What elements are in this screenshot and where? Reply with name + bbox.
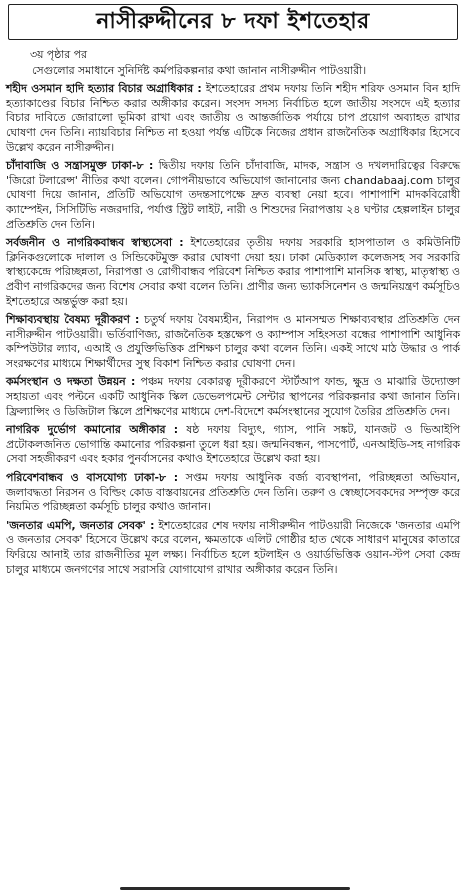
section-heading-5: কর্মসংস্থান ও দক্ষতা উন্নয়ন : xyxy=(6,375,136,389)
section-body-4: চতুর্থ দফায় বৈষম্যহীন, নিরাপদ ও মানসম্মত শিক্ষাব্যবস্থার প্রতিশ্রুতি দেন নাসীরুদ্দীন পাটওয়ারী। ভর্তিবাণিজ্য, রাজনৈতিক হস্তক্ষেপ ও ক্যাম্পাস সহিংসতা বন্ধের পাশাপাশি আধুনিক কম্পিউটার ল্যাব, এআই ও প্রযুক্তিভিত্তিক প্রশিক্ষণ চালুর কথা বলেন তিনি। একই সাথে মাঠ উদ্ধার ও পার্ক সংরক্ষণের মাধ্যমে শিক্ষার্থীদের সুস্থ বিকাশ নিশ্চিত করার ঘোষণা দেন। xyxy=(6,313,460,370)
section-heading-2: চাঁদাবাজি ও সন্ত্রাসমুক্ত ঢাকা-৮ : xyxy=(6,159,154,173)
section-heading-8: 'জনতার এমপি, জনতার সেবক' : xyxy=(6,518,155,532)
cropped-text-fragment xyxy=(120,887,350,890)
section-paragraph-4 xyxy=(6,313,460,371)
article-body xyxy=(6,48,460,581)
section-heading-4: শিক্ষাব্যবস্থায় বৈষম্য দূরীকরণ : xyxy=(6,313,140,327)
section-body-5: পঞ্চম দফায় বেকারত্ব দূরীকরণে স্টার্টআপ ফান্ড, ক্ষুদ্র ও মাঝারি উদ্যোক্তা সহায়তা এবং পল্টনে একটি আধুনিক স্কিল ডেভেলপমেন্ট সেন্টার স্থাপনের পরিকল্পনার কথা জানান তিনি। ফ্রিল্যান্সিং ও ডিজিটাল স্কিলে প্রশিক্ষণের মাধ্যমে দেশ-বিদেশে কর্মসংস্থানের সুযোগ তৈরির প্রতিশ্রুতি দেন। xyxy=(6,375,460,418)
section-body-8: ইশতেহারের শেষ দফায় নাসীরুদ্দীন পাটওয়ারী নিজেকে 'জনতার এমপি ও জনতার সেবক' হিসেবে উল্লেখ করে বলেন, ক্ষমতাকে এলিট গোষ্ঠীর হাত থেকে সাধারণ মানুষের কাতারে ফিরিয়ে আনাই তার রাজনীতির মূল লক্ষ্য। নির্বাচিত হলে হটলাইন ও ওয়ার্ডভিত্তিক ওয়ান-স্টপ সেবা কেন্দ্র চালুর মাধ্যমে জনগণের সাথে সরাসরি যোগাযোগ রাখার অঙ্গীকার করেন তিনি। xyxy=(6,518,460,576)
section-heading-1: শহীদ ওসমান হাদি হত্যার বিচার অগ্রাধিকার : xyxy=(6,82,202,96)
section-heading-6: নাগরিক দুর্ভোগ কমানোর অঙ্গীকার : xyxy=(6,423,179,437)
section-paragraph-7 xyxy=(6,471,460,515)
continued-from-label: ৩য় পৃষ্ঠার পর xyxy=(30,48,87,61)
section-paragraph-2 xyxy=(6,159,460,232)
section-paragraph-6 xyxy=(6,423,460,467)
section-body-2: দ্বিতীয় দফায় তিনি চাঁদাবাজি, মাদক, সন্ত্রাস ও দখলদারিত্বের বিরুদ্ধে 'জিরো টলারেন্স' নীতির কথা বলেন। গোপনীয়ভাবে অভিযোগ জানানোর জন্য chandabaaj.com চালুর ঘোষণা দিয়ে জানান, প্রতিটি অভিযোগ তদন্তসাপেক্ষে দ্রুত ব্যবস্থা নেয়া হবে। পাশাপাশি মাদকবিরোধী ক্যাম্পেইন, সিসিটিভি নজরদারি, পর্যাপ্ত স্ট্রিট লাইট, নারী ও শিশুদের নিরাপত্তায় ২৪ ঘণ্টার হেল্পলাইন চালুর প্রতিশ্রুতি দেন তিনি। xyxy=(6,159,460,231)
intro-paragraph: সেগুলোর সমাধানে সুনির্দিষ্ট কর্মপরিকল্পনার কথা জানান নাসীরুদ্দীন পাটওয়ারী। xyxy=(32,63,367,77)
headline: নাসীরুদ্দীনের ৮ দফা ইশতেহার xyxy=(96,8,370,34)
section-paragraph-1 xyxy=(6,82,460,155)
section-heading-3: সর্বজনীন ও নাগরিকবান্ধব স্বাস্থ্যসেবা : xyxy=(6,236,184,250)
section-paragraph-8 xyxy=(6,519,460,577)
section-body-7: সপ্তম দফায় আধুনিক বর্জ্য ব্যবস্থাপনা, পরিচ্ছন্নতা অভিযান, জলাবদ্ধতা নিরসন ও বিল্ডিং কোড বাস্তবায়নের প্রতিশ্রুতি দেন তিনি। তরুণ ও স্বেচ্ছাসেবকদের সম্পৃক্ত করে নিয়মিত পরিচ্ছন্নতা কর্মসূচি চালুর কথাও জানান। xyxy=(6,471,460,514)
cropped-next-line xyxy=(0,884,466,893)
section-body-6: ষষ্ঠ দফায় বিদ্যুৎ, গ্যাস, পানি সঙ্কট, যানজট ও ভিআইপি প্রটোকলজনিত ভোগান্তি কমানোর পরিকল্পনা তুলে ধরা হয়। জন্মনিবন্ধন, পাসপোর্ট, এনআইডি-সহ নাগরিক সেবা সহজীকরণ এবং হকার পুনর্বাসনের কথাও ইশতেহারে উল্লেখ করা হয়। xyxy=(6,423,460,466)
headline-box xyxy=(8,4,458,40)
section-paragraph-3 xyxy=(6,236,460,309)
section-heading-7: পরিবেশবান্ধব ও বাসযোগ্য ঢাকা-৮ : xyxy=(6,471,179,485)
section-body-3: ইশতেহারের তৃতীয় দফায় সরকারি হাসপাতাল ও কমিউনিটি ক্লিনিকগুলোকে দালাল ও সিন্ডিকেটমুক্ত করার ঘোষণা দেয়া হয়। ঢাকা মেডিক্যাল কলেজসহ সব সরকারি স্বাস্থ্যকেন্দ্রে পরিচ্ছন্নতা, নিরাপত্তা ও রোগীবান্ধব পরিবেশ নিশ্চিত করার পাশাপাশি মানসিক স্বাস্থ্য, মাতৃস্বাস্থ্য ও প্রবীণ নাগরিকদের জন্য বিশেষ সেবার কথা বলেন তিনি। প্রাণীর জন্য ভ্যাকসিনেশন ও জন্মনিয়ন্ত্রণ কর্মসূচিও ইশতেহারে অন্তর্ভুক্ত করা হয়। xyxy=(6,236,460,308)
section-body-1: ইশতেহারের প্রথম দফায় তিনি শহীদ শরিফ ওসমান বিন হাদি হত্যাকাণ্ডের বিচার নিশ্চিত করার অঙ্গীকার করেন। সংসদ সদস্য নির্বাচিত হলে জাতীয় সংসদে এই হত্যার বিচার দাবিতে জোরালো ভূমিকা রাখা এবং জাতীয় ও আন্তর্জাতিক পর্যায়ে চাপ প্রয়োগ অব্যাহত রাখার ঘোষণা দেন তিনি। ন্যায়বিচার নিশ্চিত না হওয়া পর্যন্ত এটিকে নিজের প্রধান রাজনৈতিক অগ্রাধিকার হিসেবে উল্লেখ করেন নাসীরুদ্দীন। xyxy=(6,82,460,154)
section-paragraph-5 xyxy=(6,375,460,419)
